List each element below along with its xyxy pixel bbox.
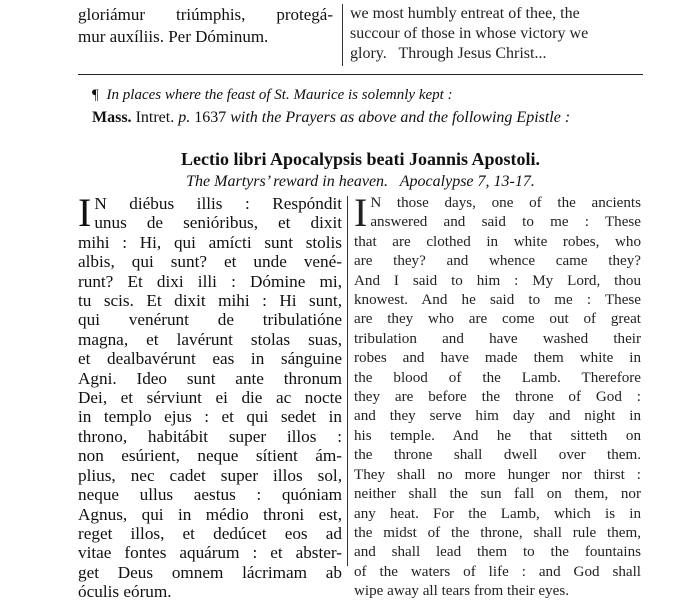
english-column [354,190,641,602]
latin-line: Agnus, qui in médio throni est, [78,504,342,524]
rubric-text: In places where the feast of St. Maurice is solemnly kept : [106,87,453,103]
latin-line: tu scis. Et dixit mihi : Hi sunt, [78,291,342,311]
latin-line: get Deus omnem lácrimam ab [78,562,342,582]
latin-line: neque ullus aestus : quóniam [78,485,342,505]
previous-prayer-latin [78,4,333,48]
english-line: knowest. And he said to me : These [354,292,641,309]
intret-label: Intret. [135,109,175,126]
latin-line: in templo ejus : et qui sedet in [78,407,342,427]
english-line: wipe away all tears from their eyes. [354,583,569,600]
english-line: N those days, one of the ancients [370,195,641,211]
english-line: the throne shall dwell over them. [354,447,641,464]
english-line: his temple. And he that sitteth on [354,427,641,444]
english-line: the blood of the Lamb. Therefore [354,369,641,386]
drop-cap: I [78,190,92,235]
latin-line: qui venérunt de tribulatióne [78,310,342,330]
horizontal-rule [78,74,643,75]
latin-line: óculis eórum. [78,582,172,602]
column-divider [342,4,343,66]
english-line: tribulation and have washed their [354,330,641,347]
english-line: that are clothed in white robes, who [354,233,641,250]
english-line: they are before the throne of God : [354,389,641,406]
previous-prayer-english [350,4,640,64]
latin-line: throno, habitábit super illos : [78,426,342,446]
latin-line: N diébus illis : Respóndit [94,194,342,213]
latin-line: Dei, et sérviunt ei die ac nocte [78,388,342,408]
latin-line: mur auxíliis. Per Dóminum. [78,27,269,46]
latin-line: non esúrient, neque sítient ám- [78,446,342,466]
drop-cap: I [354,190,368,235]
english-line: are they who are come out of great [354,311,641,328]
latin-line: reget illos, et dedúcet eos ad [78,523,342,543]
column-divider [347,196,348,566]
english-line: we most humbly entreat of thee, the [350,5,580,22]
english-line: And I said to him : My Lord, thou [354,272,641,289]
lesson-title: Lectio libri Apocalypsis beati Joannis Apostoli. [180,149,541,169]
page-ref-prefix: p. [178,109,191,126]
english-line: robes and have made them white in [354,350,641,367]
english-line: of the waters of life : and God shall [354,563,641,580]
previous-prayer-section [0,0,676,70]
latin-line: magna, et lavérunt stolas suas, [78,329,342,349]
english-line: and shall lead them to the fountains [354,544,641,561]
english-line: any heat. For the Lamb, which is in [354,505,641,522]
latin-line: Agni. Ideo sunt ante thronum [78,368,342,388]
mass-instruction [92,108,652,128]
page-number: 1637 [194,109,227,126]
english-line: are they? and whence came they? [354,253,641,270]
latin-line: unus de senióribus, et dixit [94,213,342,233]
rubric [92,85,652,105]
english-line: glory. Through Jesus Christ... [350,45,547,62]
latin-line: mihi : Hi, qui amícti sunt stolis [78,232,342,252]
latin-line: albis, qui sunt? et unde vené- [78,252,342,272]
pilcrow-icon: ¶ [92,87,99,103]
english-line: answered and said to me : These [370,214,641,231]
english-line: and they serve him day and night in [354,408,641,425]
lesson-subtitle: The Martyrs’ reward in heaven. Apocalypse 7, 13-17. [186,173,535,190]
mass-instruction-text: with the Prayers as above and the following Epistle : [230,109,571,126]
latin-line: et dealbavérunt eas in sánguine [78,349,342,369]
english-line: neither shall the sun fall on them, nor [354,486,641,503]
latin-line: gloriámur triúmphis, protegá- [78,5,333,24]
latin-line: plius, nec cadet super illos sol, [78,465,342,485]
english-line: succour of those in whose victory we [350,25,589,42]
english-line: They shall no more hunger nor thirst : [354,466,641,483]
english-line: the midst of the throne, shall rule them, [354,524,641,541]
latin-column [78,190,342,602]
mass-label: Mass. [92,109,132,126]
latin-line: vitae fontes aquárum : et abster- [78,543,342,563]
latin-line: runt? Et dixi illi : Dómine mi, [78,271,342,291]
